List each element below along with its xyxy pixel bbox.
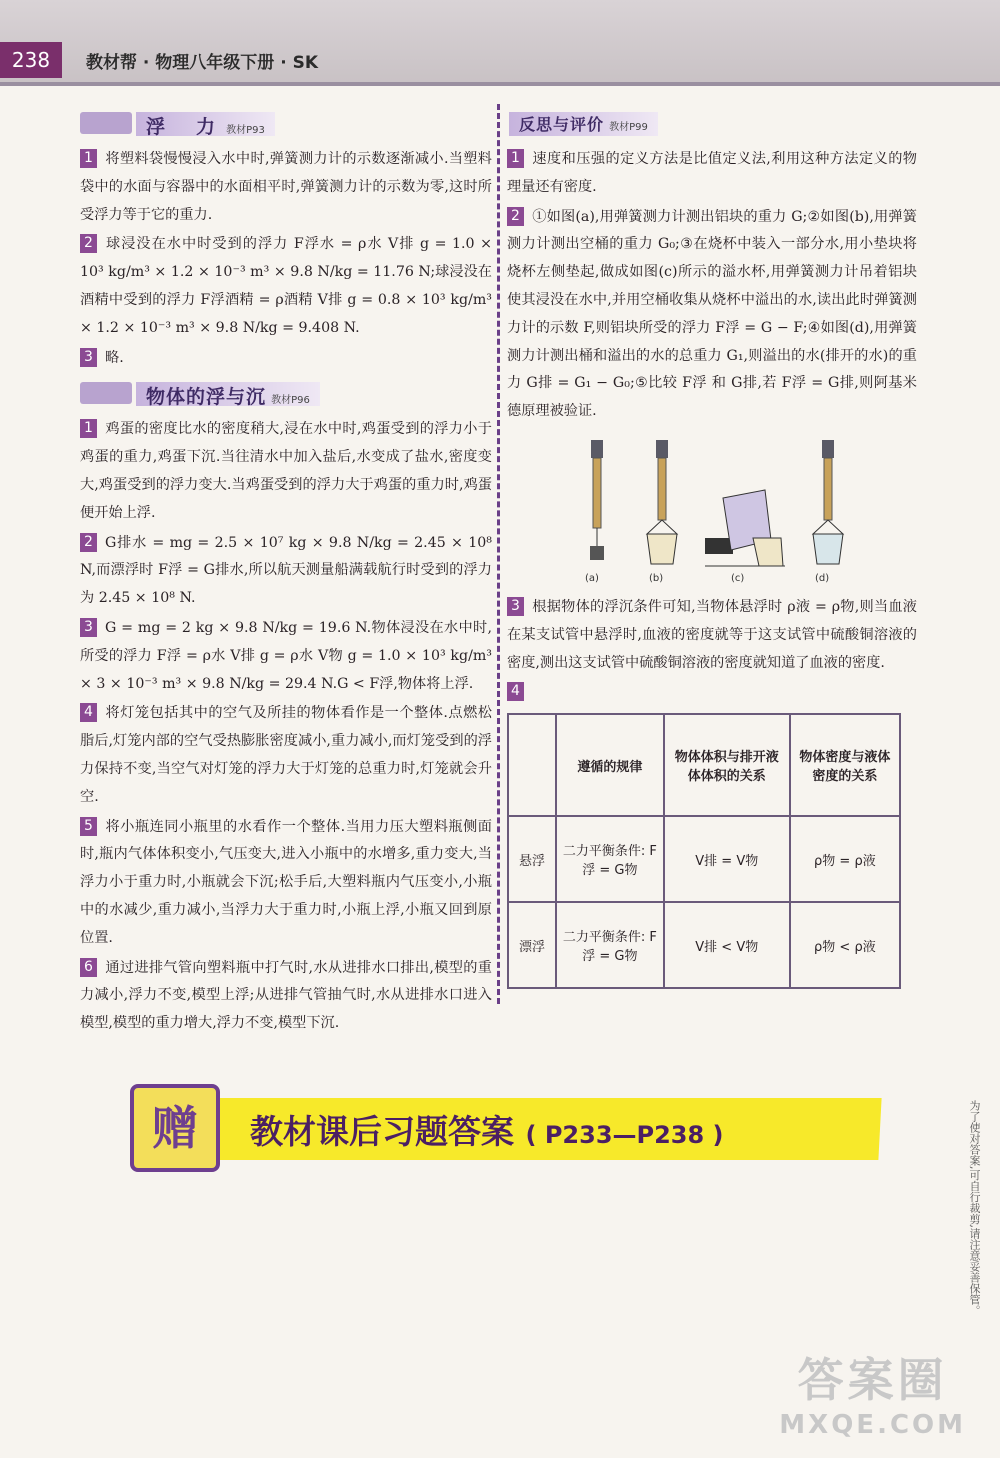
figure-label: (b): [649, 572, 664, 584]
table-cell: ρ物 < ρ液: [790, 902, 900, 988]
section-header-buoyancy: [80, 108, 492, 140]
item-number: 2: [80, 533, 97, 552]
watermark: [779, 1344, 966, 1440]
page-header: [0, 0, 1000, 86]
item-number: 1: [507, 149, 524, 168]
answer-text: 略.: [105, 349, 124, 366]
spring-scale-bucket: [637, 438, 687, 568]
banner-title: [250, 1106, 724, 1153]
float-comparison-table: [507, 713, 901, 989]
answer-text: 根据物体的浮沉条件可知,当物体悬浮时 ρ液 = ρ物,则当血液在某支试管中悬浮时,血液的密度就等于这支试管中硫酸铜溶液的密度,测出这支试管中硫酸铜溶液的密度就知道了血液的密度.: [507, 598, 917, 671]
textbook-ref: 教材P99: [609, 122, 648, 133]
spring-scale-bucket-water: [803, 438, 853, 568]
section-title: 浮 力: [146, 116, 222, 138]
item-number: 3: [80, 618, 97, 637]
row-label: 悬浮: [508, 816, 556, 902]
textbook-ref: 教材P96: [271, 395, 310, 407]
answer-item: [80, 345, 492, 373]
answer-item: [80, 146, 492, 229]
table-cell: 二力平衡条件: F浮 = G物: [556, 902, 664, 988]
overflow-beaker: [705, 478, 785, 568]
watermark-url: MXQE.COM: [779, 1410, 966, 1440]
banner-page-range: ( P233—P238 ): [525, 1121, 724, 1149]
answer-text: 将小瓶连同小瓶里的水看作一个整体.当用力压大塑料瓶侧面时,瓶内气体体积变小,气压变大,进入小瓶中的水增多,重力变大,当浮力小于重力时,小瓶就会下沉;松手后,大塑料瓶内气压变小,小瓶中的水减少,重力减小,当浮力大于重力时,小瓶上浮,小瓶又回到原位置.: [80, 818, 492, 946]
answer-text: 将塑料袋慢慢浸入水中时,弹簧测力计的示数逐渐减小.当塑料袋中的水面与容器中的水面相平时,弹簧测力计的示数为零,这时所受浮力等于它的重力.: [80, 151, 492, 223]
item-number: 3: [507, 597, 524, 616]
table-row: [508, 902, 900, 988]
answer-item: [507, 146, 917, 202]
item-number: 4: [507, 682, 524, 701]
answer-text: 通过进排气管向塑料瓶中打气时,水从进排水口排出,模型的重力减小,浮力不变,模型上浮;从进排气管抽气时,水从进排水口进入模型,模型的重力增大,浮力不变,模型下沉.: [80, 959, 492, 1032]
experiment-figure: [577, 434, 847, 584]
table-header: [508, 714, 556, 816]
table-header: 遵循的规律: [556, 714, 664, 816]
banner-title-text: 教材课后习题答案: [250, 1112, 514, 1151]
item-number: 3: [80, 348, 97, 367]
figure-label: (a): [585, 572, 599, 584]
answer-text: 速度和压强的定义方法是比值定义法,利用这种方法定义的物理量还有密度.: [507, 151, 917, 195]
cut-line-note: 为了使对答案,可自行裁剪,请注意妥善保管。: [968, 1100, 981, 1316]
item-number: 4: [80, 703, 97, 722]
answer-item: [80, 416, 492, 527]
table-cell: ρ物 = ρ液: [790, 816, 900, 902]
item-number: 6: [80, 958, 97, 977]
item-number: 1: [80, 419, 97, 438]
answer-text: ①如图(a),用弹簧测力计测出铝块的重力 G;②如图(b),用弹簧测力计测出空桶的重力 G₀;③在烧杯中装入一部分水,用小垫块将烧杯左侧垫起,做成如图(c)所示的溢水杯,用弹簧测力计吊着铝块使其浸没在水中,并用空桶收集从烧杯中溢出的水,读出此时弹簧测力计的示数 F,则铝块所受的浮力 F浮 = G − F;④如图(d),用弹簧测力计测出桶和溢出的水的总重力 G₁,则溢出的水(排开的水)的重力 G排 = G₁ − G₀;⑤比较 F浮 和 G排,若 F浮 = G排,则阿基米德原理被验证.: [507, 208, 917, 420]
item-number: 2: [507, 207, 524, 226]
item-number: 2: [80, 234, 97, 253]
answer-text: 鸡蛋的密度比水的密度稍大,浸在水中时,鸡蛋受到的浮力小于鸡蛋的重力,鸡蛋下沉.当往清水中加入盐后,水变成了盐水,密度变大,鸡蛋受到的浮力变大.当鸡蛋受到的浮力大于鸡蛋的重力时,鸡蛋便开始上浮.: [80, 421, 492, 521]
spring-scale-aluminum: [577, 438, 617, 568]
title-strip: [136, 382, 320, 409]
answer-item: [507, 594, 917, 677]
figure-label: (c): [731, 572, 745, 584]
answer-item: [80, 700, 492, 811]
answer-item: [80, 231, 492, 342]
gift-icon: 赠: [130, 1084, 220, 1172]
section-tag: [80, 382, 132, 404]
table-header-row: [508, 714, 900, 816]
left-column: [80, 108, 492, 1040]
section-title: 物体的浮与沉: [146, 386, 267, 409]
table-row: [508, 816, 900, 902]
textbook-ref: 教材P93: [226, 125, 265, 136]
answer-banner: [120, 1078, 890, 1170]
answer-item: [80, 814, 492, 953]
table-header: 物体体积与排开液体体积的关系: [664, 714, 790, 816]
answer-item: [80, 530, 492, 613]
answer-item: [80, 615, 492, 698]
answer-text: 将灯笼包括其中的空气及所挂的物体看作是一个整体.点燃松脂后,灯笼内部的空气受热膨胀密度减小,重力减小,而灯笼受到的浮力保持不变,当空气对灯笼的浮力大于灯笼的总重力时,灯笼就会升空.: [80, 705, 492, 805]
table-cell: 二力平衡条件: F浮 = G物: [556, 816, 664, 902]
table-header: 物体密度与液体密度的关系: [790, 714, 900, 816]
answer-item: [507, 679, 917, 707]
right-column: [507, 108, 917, 989]
section-title: 反思与评价: [519, 115, 605, 134]
page-number: 238: [0, 42, 62, 78]
answer-text: 球浸没在水中时受到的浮力 F浮水 = ρ水 V排 g = 1.0 × 10³ kg/m³ × 1.2 × 10⁻³ m³ × 9.8 N/kg = 11.76 N;球浸没在酒精中受到的浮力 F浮酒精 = ρ酒精 V排 g = 0.8 × 10³ kg/m³ × 1.2 × 10⁻³ m³ × 9.8 N/kg = 9.408 N.: [80, 236, 492, 336]
answer-text: G = mg = 2 kg × 9.8 N/kg = 19.6 N.物体浸没在水中时,所受的浮力 F浮 = ρ水 V排 g = ρ水 V物 g = 1.0 × 10³ kg/m³ × 3 × 10⁻³ m³ × 9.8 N/kg = 29.4 N.G < F浮,物体将上浮.: [80, 619, 492, 692]
row-label: 漂浮: [508, 902, 556, 988]
answer-item: [80, 955, 492, 1038]
figure-label: (d): [815, 572, 830, 584]
title-strip: [509, 112, 658, 136]
answer-text: G排水 = mg = 2.5 × 10⁷ kg × 9.8 N/kg = 2.45 × 10⁸ N,而漂浮时 F浮 = G排水,所以航天测量船满载航行时受到的浮力为 2.45 × 10⁸ N.: [80, 534, 492, 607]
section-header-sink-float: [80, 378, 492, 410]
title-strip: [136, 112, 275, 136]
answer-item: [507, 204, 917, 426]
table-cell: V排 < V物: [664, 902, 790, 988]
section-tag: [80, 112, 132, 134]
watermark-logo: 答案圈: [797, 1353, 948, 1407]
column-divider: [497, 104, 500, 1004]
table-cell: V排 = V物: [664, 816, 790, 902]
item-number: 1: [80, 149, 97, 168]
book-series-title: 教材帮 · 物理八年级下册 · SK: [86, 53, 319, 73]
section-header-reflection: [507, 108, 917, 140]
item-number: 5: [80, 817, 97, 836]
